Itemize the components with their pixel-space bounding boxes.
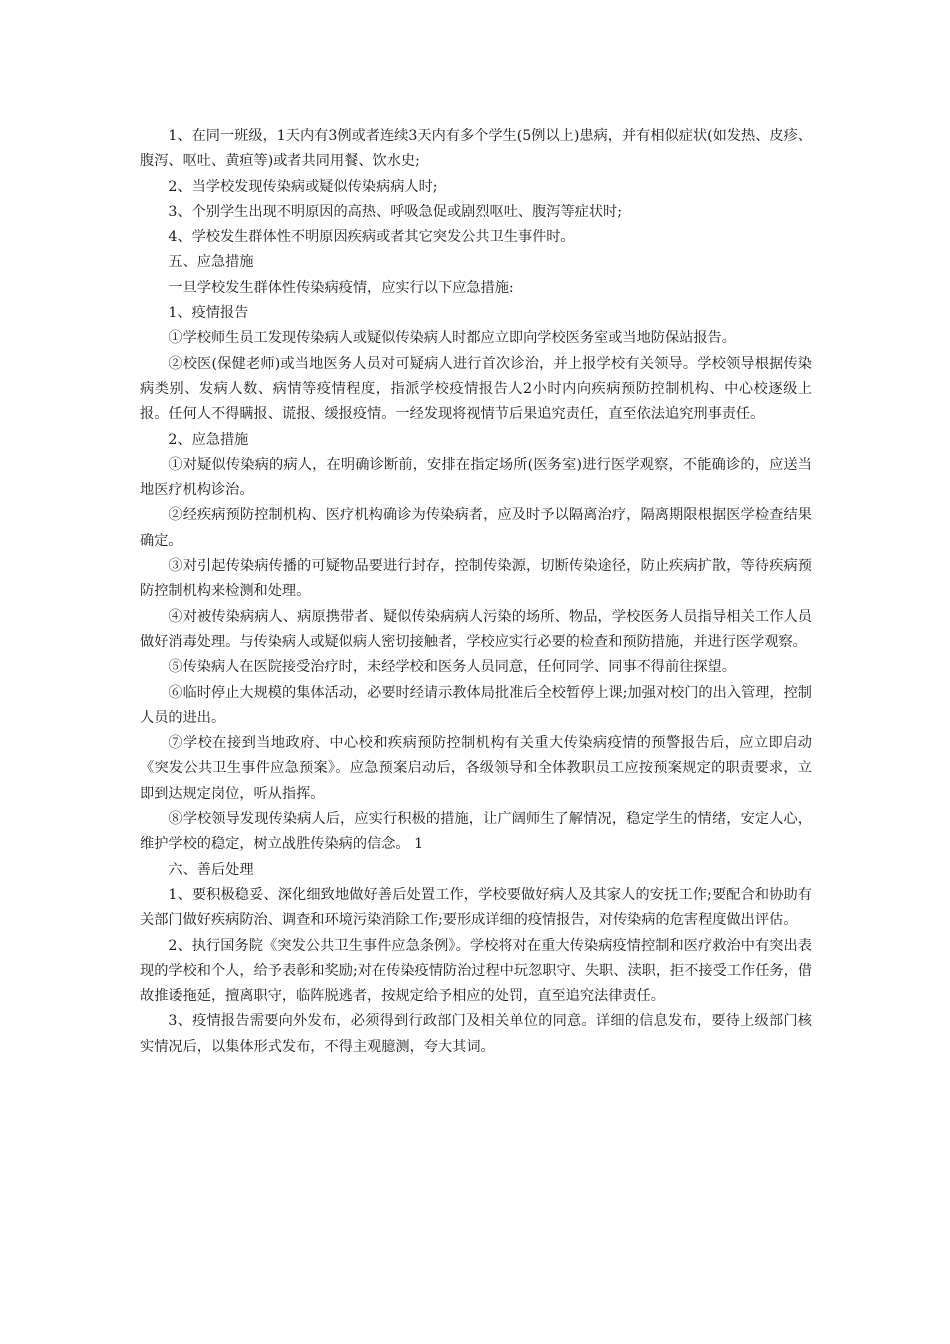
paragraph: ④对被传染病病人、病原携带者、疑似传染病病人污染的场所、物品，学校医务人员指导相关工作人员做好消毒处理。与传染病人或疑似病人密切接触者，学校应实行必要的检查和预防措施，并进行医学观察。 xyxy=(140,608,812,650)
paragraph: 一旦学校发生群体性传染病疫情，应实行以下应急措施: xyxy=(168,279,514,296)
paragraph: 4、学校发生群体性不明原因疾病或者其它突发公共卫生事件时。 xyxy=(168,229,575,246)
section-heading: 五、应急措施 xyxy=(168,254,254,271)
document-body xyxy=(140,124,812,1060)
paragraph: 2、执行国务院《突发公共卫生事件应急条例》。学校将对在重大传染病疫情控制和医疗救治中有突出表现的学校和个人，给予表彰和奖励;对在传染疫情防治过程中玩忽职守、失职、渎职，拒不接受工作任务，借故推诿拖延，擅离职守，临阵脱逃者，按规定给予相应的处罚，直至追究法律责任。 xyxy=(140,937,812,1005)
paragraph: ⑥临时停止大规模的集体活动，必要时经请示教体局批准后全校暂停上课;加强对校门的出入管理，控制人员的进出。 xyxy=(140,684,812,726)
paragraph: ⑦学校在接到当地政府、中心校和疾病预防控制机构有关重大传染病疫情的预警报告后，应立即启动《突发公共卫生事件应急预案》。应急预案启动后，各级领导和全体教职员工应按预案规定的职责要求，立即到达规定岗位，听从指挥。 xyxy=(140,735,812,802)
paragraph: 1、要积极稳妥、深化细致地做好善后处置工作，学校要做好病人及其家人的安抚工作;要配合和协助有关部门做好疾病防治、调查和环境污染消除工作;要形成详细的疫情报告，对传染病的危害程度做出评估。 xyxy=(140,886,812,929)
paragraph: ⑧学校领导发现传染病人后，应实行积极的措施，让广阔师生了解情况，稳定学生的情绪，安定人心，维护学校的稳定，树立战胜传染病的信念。 1 xyxy=(140,811,812,853)
subsection-heading: 2、应急措施 xyxy=(168,431,249,448)
paragraph: 2、当学校发现传染病或疑似传染病病人时; xyxy=(168,178,438,195)
paragraph: ②经疾病预防控制机构、医疗机构确诊为传染病者，应及时予以隔离治疗，隔离期限根据医学检查结果确定。 xyxy=(140,507,812,549)
paragraph: 3、疫情报告需要向外发布，必须得到行政部门及相关单位的同意。详细的信息发布，要待上级部门核实情况后，以集体形式发布，不得主观臆测，夸大其词。 xyxy=(140,1013,812,1055)
paragraph: 1、在同一班级，1天内有3例或者连续3天内有多个学生(5例以上)患病，并有相似症状(如发热、皮疹、腹泻、呕吐、黄疸等)或者共同用餐、饮水史; xyxy=(140,128,812,170)
paragraph: ③对引起传染病传播的可疑物品要进行封存，控制传染源，切断传染途径，防止疾病扩散，等待疾病预防控制机构来检测和处理。 xyxy=(140,558,812,600)
paragraph: ①对疑似传染病的病人，在明确诊断前，安排在指定场所(医务室)进行医学观察，不能确诊的，应送当地医疗机构诊治。 xyxy=(140,456,812,499)
paragraph: 3、个别学生出现不明原因的高热、呼吸急促或剧烈呕吐、腹泻等症状时; xyxy=(168,203,623,220)
subsection-heading: 1、疫情报告 xyxy=(168,305,249,322)
paragraph: ⑤传染病人在医院接受治疗时，未经学校和医务人员同意，任何同学、同事不得前往探望。 xyxy=(168,659,736,676)
section-heading: 六、善后处理 xyxy=(168,861,254,878)
paragraph: ①学校师生员工发现传染病人或疑似传染病人时都应立即向学校医务室或当地防保站报告。 xyxy=(168,330,736,347)
paragraph: ②校医(保健老师)或当地医务人员对可疑病人进行首次诊治，并上报学校有关领导。学校领导根据传染病类别、发病人数、病情等疫情程度，指派学校疫情报告人2小时内向疾病预防控制机构、中心校逐级上报。任何人不得瞒报、谎报、缓报疫情。一经发现将视情节后果追究责任，直至依法追究刑事责任。 xyxy=(140,355,812,423)
